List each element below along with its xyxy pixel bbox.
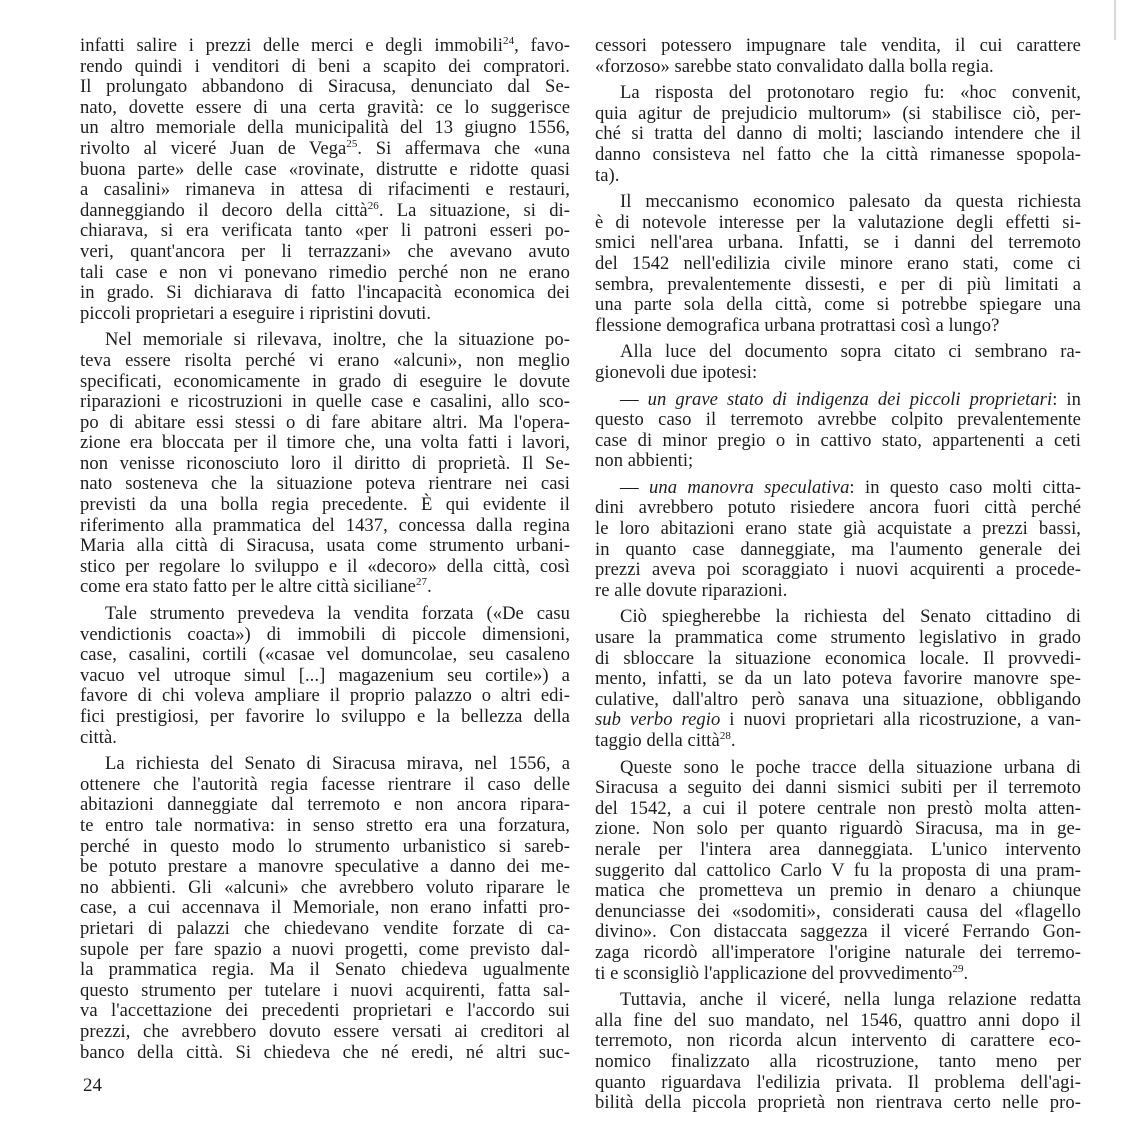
text-line bbox=[80, 707, 570, 728]
text-line bbox=[595, 943, 1081, 964]
text-line bbox=[80, 160, 570, 181]
text-run: smici nell'area urbana. Infatti, se i danni del terremoto bbox=[595, 232, 1081, 254]
text-line bbox=[595, 731, 1081, 752]
text-run: prietari di palazzi che chiedevano vendite forzate di ca- bbox=[80, 917, 570, 939]
text-line bbox=[595, 540, 1081, 561]
text-run: favore di chi voleva ampliare il proprio palazzo o altri edi- bbox=[80, 685, 570, 707]
text-line bbox=[80, 1001, 570, 1022]
text-line bbox=[80, 283, 570, 304]
text-run: specificati, economicamente in grado di eseguire le dovute bbox=[80, 370, 570, 392]
footnote-ref: 25 bbox=[346, 137, 358, 150]
text-run: Nel memoriale si rilevava, inoltre, che la situazione po- bbox=[105, 329, 570, 351]
text-line bbox=[595, 363, 1081, 384]
text-run: non venisse riconosciuto loro il diritto di proprietà. Il Se- bbox=[80, 452, 570, 474]
text-run: ottenere che l'autorità regia facesse rientrare il caso delle bbox=[80, 773, 570, 795]
text-run: ta). bbox=[595, 164, 620, 186]
text-line bbox=[595, 922, 1081, 943]
footnote-ref: 24 bbox=[503, 34, 515, 47]
text-line bbox=[595, 690, 1081, 711]
text-run: un altro memoriale della municipalità del 13 giugno 1556, bbox=[80, 117, 570, 139]
text-run: gionevoli due ipotesi: bbox=[595, 361, 758, 383]
text-run: nato, dovette essere di una certa gravità: ce lo suggerisce bbox=[80, 96, 570, 118]
text-line bbox=[595, 498, 1081, 519]
text-line bbox=[595, 799, 1081, 820]
text-run: Il prolungato abbandono di Siracusa, denunciato dal Se- bbox=[80, 76, 570, 98]
text-line bbox=[595, 1073, 1081, 1094]
text-line bbox=[80, 754, 570, 775]
text-run: dini avrebbero potuto risiedere ancora fuori città perché bbox=[595, 497, 1081, 519]
text-line bbox=[80, 1043, 570, 1064]
text-run: case, a cui accennava il Memoriale, non erano infatti pro- bbox=[80, 897, 570, 919]
text-line bbox=[595, 669, 1081, 690]
text-run: supole per fare spazio a nuovi progetti, come previsto dal- bbox=[80, 938, 570, 960]
text-run: in quanto case danneggiate, ma l'aumento generale dei bbox=[595, 538, 1081, 560]
text-run: mento, infatti, se da un lato poteva favorire manovre spe- bbox=[595, 668, 1081, 690]
text-line bbox=[595, 451, 1081, 472]
italic-run: un grave stato di indigenza dei piccoli proprietari bbox=[647, 388, 1053, 410]
text-run: nomico finalizzato alla ricostruzione, tanto meno per bbox=[595, 1050, 1081, 1072]
text-run: culative, dall'altro però sanava una situazione, obbligando bbox=[595, 688, 1081, 710]
text-line bbox=[595, 275, 1081, 296]
text-line bbox=[80, 495, 570, 516]
text-run: terremoto, non ricorda alcun intervento di carattere eco- bbox=[595, 1030, 1081, 1052]
footnote-ref: 26 bbox=[367, 199, 379, 212]
text-line bbox=[595, 1011, 1081, 1032]
text-line bbox=[80, 1022, 570, 1043]
text-run: nerale per l'intera area danneggiata. L'unico intervento bbox=[595, 838, 1081, 860]
text-run: le loro abitazioni erano state già acquistate a prezzi bassi, bbox=[595, 518, 1081, 540]
text-run: banco della città. Si chiedeva che né eredi, né altri suc- bbox=[80, 1041, 570, 1063]
text-run: previsti da una bolla regia precedente. È qui evidente il bbox=[80, 494, 570, 516]
text-line bbox=[595, 560, 1081, 581]
text-run: zione era bloccata per il timore che, una volta fatti i lavori, bbox=[80, 432, 570, 454]
text-line bbox=[80, 180, 570, 201]
text-run: suggerito dal cattolico Carlo V fu la proposta di una pram- bbox=[595, 859, 1081, 881]
text-run: be potuto prestare a manovre speculative a danno dei me- bbox=[80, 856, 570, 878]
text-line bbox=[595, 390, 1081, 411]
text-line bbox=[595, 254, 1081, 275]
text-run: una parte sola della città, come si potrebbe spiegare una bbox=[595, 294, 1081, 316]
text-line bbox=[595, 861, 1081, 882]
text-line bbox=[595, 1052, 1081, 1073]
text-line bbox=[595, 758, 1081, 779]
text-line bbox=[595, 819, 1081, 840]
text-run: Alla luce del documento sopra citato ci sembrano ra- bbox=[620, 341, 1081, 363]
text-run: non abbienti; bbox=[595, 450, 694, 472]
text-run: . bbox=[730, 730, 736, 751]
text-run: del 1542, a cui il potere centrale non prestò molta atten- bbox=[595, 797, 1081, 819]
text-line bbox=[80, 837, 570, 858]
text-line bbox=[80, 433, 570, 454]
text-line bbox=[80, 118, 570, 139]
text-run: la prammatica regia. Ma il Senato chiedeva ugualmente bbox=[80, 959, 570, 981]
text-run: . bbox=[427, 576, 432, 598]
text-run: bilità della piccola proprietà non rientrava certo nelle pro- bbox=[595, 1092, 1081, 1114]
text-run: di sbloccare la situazione economica locale. Il provvedi- bbox=[595, 647, 1081, 669]
text-line bbox=[80, 454, 570, 475]
text-run: . La situazione, si di- bbox=[378, 199, 571, 221]
text-run: quia agitur de prejudicio multorum» (si stabilisce ciò, per- bbox=[595, 102, 1081, 124]
text-run: riparazioni e ricostruzioni in quelle case e casalini, allo sco- bbox=[80, 391, 570, 413]
text-line bbox=[595, 410, 1081, 431]
text-run: , favo- bbox=[514, 35, 570, 56]
text-run: va l'accettazione dei precedenti proprietari e l'accordo sui bbox=[80, 1000, 570, 1022]
text-line bbox=[595, 166, 1081, 187]
text-line bbox=[595, 124, 1081, 145]
text-line bbox=[595, 192, 1081, 213]
text-run: case, casalini, cortili («casae vel domuncolae, seu casaleno bbox=[80, 644, 570, 666]
text-run: ché si tratta del danno di molti; lasciando intendere che il bbox=[595, 123, 1081, 145]
text-line bbox=[80, 77, 570, 98]
text-run: come era stato fatto per le altre città siciliane bbox=[80, 576, 416, 598]
italic-run: sub verbo regio bbox=[595, 709, 721, 731]
text-run: : in bbox=[1052, 388, 1081, 410]
text-line bbox=[595, 628, 1081, 649]
text-line bbox=[80, 372, 570, 393]
text-line bbox=[595, 881, 1081, 902]
text-run: teva essere risolta perché vi erano «alcuni», non meglio bbox=[80, 349, 570, 371]
text-run: rivolto al viceré Juan de Vega bbox=[80, 137, 347, 159]
text-run: . bbox=[963, 962, 969, 984]
text-line bbox=[595, 964, 1081, 985]
text-line bbox=[80, 919, 570, 940]
text-run: i nuovi proprietari alla ricostruzione, a van- bbox=[720, 709, 1081, 731]
text-run: ti e sconsigliò l'applicazione del provvedimento bbox=[595, 962, 953, 984]
text-run: fici prestigiosi, per favorire lo sviluppo e la bellezza della bbox=[80, 706, 570, 727]
text-line bbox=[80, 330, 570, 351]
text-line bbox=[595, 478, 1081, 499]
text-line bbox=[80, 604, 570, 625]
text-run: po di abitare essi stessi o di fare abitare altri. Ma l'opera- bbox=[80, 411, 570, 433]
text-line bbox=[80, 577, 570, 598]
text-run: flessione demografica urbana protrattasi così a lungo? bbox=[595, 314, 1000, 336]
text-run: nato sosteneva che la situazione poteva rientrare nei casi bbox=[80, 473, 570, 495]
text-line bbox=[80, 728, 570, 749]
text-run: in grado. Si dichiarava di fatto l'incapacità economica dei bbox=[80, 282, 570, 304]
footnote-ref: 29 bbox=[952, 962, 964, 975]
text-line bbox=[595, 710, 1081, 731]
text-run: rendo quindi i venditori di beni a scapito dei compratori. bbox=[80, 55, 570, 77]
text-line bbox=[595, 607, 1081, 628]
text-line bbox=[595, 57, 1081, 78]
italic-run: una manovra speculativa bbox=[649, 476, 850, 498]
text-line bbox=[80, 536, 570, 557]
text-run: vendictionis coacta») di immobili di piccole dimensioni, bbox=[80, 623, 570, 645]
page-number: 24 bbox=[83, 1075, 102, 1096]
text-run: La risposta del protonotaro regio fu: «hoc convenit, bbox=[620, 82, 1081, 104]
text-line bbox=[595, 295, 1081, 316]
text-run: prezzi, che avrebbero dovuto essere versati ai creditori al bbox=[80, 1020, 570, 1042]
text-line bbox=[595, 1031, 1081, 1052]
text-run: abitazioni danneggiate dal terremoto e non ancora ripara- bbox=[80, 794, 570, 816]
text-line bbox=[80, 263, 570, 284]
text-run: divino». Con distaccata saggezza il viceré Ferrando Gon- bbox=[595, 921, 1081, 943]
text-run: Tuttavia, anche il viceré, nella lunga relazione redatta bbox=[620, 989, 1081, 1011]
text-run: . Si affermava che «una bbox=[357, 137, 570, 159]
text-run: stico per regolare lo sviluppo e il «decoro» della città, così bbox=[80, 555, 570, 577]
text-line bbox=[80, 304, 570, 325]
text-line bbox=[595, 519, 1081, 540]
left-text-column bbox=[80, 36, 570, 1063]
text-run: alla fine del suo mandato, nel 1546, quattro anni dopo il bbox=[595, 1009, 1081, 1031]
text-run: zaga ricordò all'imperatore l'origine naturale dei terremo- bbox=[595, 941, 1081, 963]
text-run: tali case e non vi ponevano rimedio perché non ne erano bbox=[80, 261, 570, 283]
text-run: quanto riguardava l'edilizia privata. Il problema dell'agi- bbox=[595, 1071, 1081, 1093]
text-run: infatti salire i prezzi delle merci e degli immobili bbox=[80, 35, 504, 56]
text-line bbox=[80, 960, 570, 981]
text-line bbox=[80, 857, 570, 878]
text-run: danno consisteva nel fatto che la città rimanesse spopola- bbox=[595, 143, 1081, 165]
text-line bbox=[80, 878, 570, 899]
text-run: città. bbox=[80, 726, 117, 748]
text-line bbox=[80, 392, 570, 413]
text-run: denunciasse dei «sodomiti», considerati causa del «flagello bbox=[595, 900, 1081, 922]
text-line bbox=[80, 474, 570, 495]
text-run: La richiesta del Senato di Siracusa mirava, nel 1556, a bbox=[105, 753, 570, 775]
text-run: è di notevole interesse per la valutazione degli effetti si- bbox=[595, 211, 1081, 233]
text-run: veri, quant'ancora per li terrazzani» che avevano avuto bbox=[80, 240, 570, 262]
text-line bbox=[595, 581, 1081, 602]
text-run: questo caso il terremoto avrebbe colpito prevalentemente bbox=[595, 409, 1081, 431]
text-line bbox=[595, 902, 1081, 923]
text-line bbox=[80, 645, 570, 666]
text-run: Il meccanismo economico palesato da questa richiesta bbox=[620, 191, 1081, 213]
text-line bbox=[80, 686, 570, 707]
footnote-ref: 27 bbox=[415, 576, 428, 589]
text-line bbox=[595, 104, 1081, 125]
text-line bbox=[595, 83, 1081, 104]
text-run: Ciò spiegherebbe la richiesta del Senato cittadino di bbox=[620, 606, 1081, 628]
text-line bbox=[80, 795, 570, 816]
text-run: no abbienti. Gli «alcuni» che avrebbero voluto riparare le bbox=[80, 876, 570, 898]
text-line bbox=[595, 840, 1081, 861]
text-line bbox=[80, 516, 570, 537]
text-run: perché in questo modo lo strumento urbanistico si sareb- bbox=[80, 835, 570, 857]
text-line bbox=[595, 233, 1081, 254]
text-run: buona parte» delle case «rovinate, distrutte e ridotte quasi bbox=[80, 158, 570, 180]
text-line bbox=[80, 666, 570, 687]
text-line bbox=[595, 342, 1081, 363]
text-run: zione. Non solo per quanto riguardò Siracusa, ma in ge- bbox=[595, 818, 1081, 840]
text-run: — bbox=[620, 476, 649, 498]
text-run: matica che prometteva un premio in denaro a chiunque bbox=[595, 880, 1081, 902]
text-line bbox=[595, 316, 1081, 337]
text-line bbox=[80, 775, 570, 796]
text-run: — bbox=[620, 388, 648, 410]
text-run: case di minor pregio o in cattivo stato, appartenenti a ceti bbox=[595, 429, 1081, 451]
text-run: Tale strumento prevedeva la vendita forzata («De casu bbox=[105, 603, 570, 625]
text-line bbox=[595, 145, 1081, 166]
text-line bbox=[595, 1093, 1081, 1114]
text-run: re alle dovute riparazioni. bbox=[595, 579, 788, 601]
text-run: riferimento alla prammatica del 1437, concessa dalla regina bbox=[80, 514, 570, 536]
text-run: sembra, prevalentemente dissesti, e per di più limitati a bbox=[595, 273, 1081, 295]
text-line bbox=[80, 351, 570, 372]
text-line bbox=[80, 201, 570, 222]
text-run: taggio della città bbox=[595, 730, 720, 751]
text-line bbox=[595, 36, 1081, 57]
text-line bbox=[595, 649, 1081, 670]
text-run: te entro tale normativa: in senso stretto era una forzatura, bbox=[80, 814, 570, 836]
text-line bbox=[80, 139, 570, 160]
text-run: usare la prammatica come strumento legislativo in grado bbox=[595, 627, 1081, 649]
text-run: «forzoso» sarebbe stato convalidato dalla bolla regia. bbox=[595, 55, 994, 77]
text-line bbox=[80, 625, 570, 646]
text-run: vacuo vel utroque simul [...] magazenium seu cortile») a bbox=[80, 664, 570, 686]
text-line bbox=[595, 990, 1081, 1011]
text-run: chiarava, si era verificata tanto «per li patroni esseri po- bbox=[80, 220, 570, 242]
text-line bbox=[80, 557, 570, 578]
text-line bbox=[595, 431, 1081, 452]
text-run: Maria alla città di Siracusa, usata come strumento urbani- bbox=[80, 535, 570, 557]
text-run: : in questo caso molti citta- bbox=[849, 476, 1082, 498]
footnote-ref: 28 bbox=[719, 729, 731, 742]
page-edge-shadow bbox=[1114, 0, 1116, 40]
text-line bbox=[80, 242, 570, 263]
text-line bbox=[80, 36, 570, 57]
text-run: danneggiando il decoro della città bbox=[80, 199, 368, 221]
text-run: Queste sono le poche tracce della situazione urbana di bbox=[620, 756, 1081, 778]
text-line bbox=[80, 98, 570, 119]
text-run: piccoli proprietari a eseguire i ripristini dovuti. bbox=[80, 302, 432, 324]
text-line bbox=[80, 57, 570, 78]
text-run: questo strumento per tutelare i nuovi acquirenti, fatta sal- bbox=[80, 979, 570, 1001]
text-line bbox=[80, 413, 570, 434]
text-line bbox=[80, 898, 570, 919]
text-line bbox=[595, 778, 1081, 799]
text-run: Siracusa a seguito dei danni sismici subiti per il terremoto bbox=[595, 777, 1081, 799]
text-run: prezzi aveva poi scoraggiato i nuovi acquirenti a procede- bbox=[595, 559, 1081, 581]
text-line bbox=[80, 940, 570, 961]
text-run: cessori potessero impugnare tale vendita, il cui carattere bbox=[595, 35, 1081, 56]
text-line bbox=[80, 816, 570, 837]
text-run: a casalini» rimaneva in attesa di rifacimenti e restauri, bbox=[80, 179, 570, 201]
text-line bbox=[80, 981, 570, 1002]
text-run: del 1542 nell'edilizia civile minore erano stati, come ci bbox=[595, 252, 1081, 274]
text-line bbox=[595, 213, 1081, 234]
right-text-column bbox=[595, 36, 1081, 1114]
text-line bbox=[80, 221, 570, 242]
